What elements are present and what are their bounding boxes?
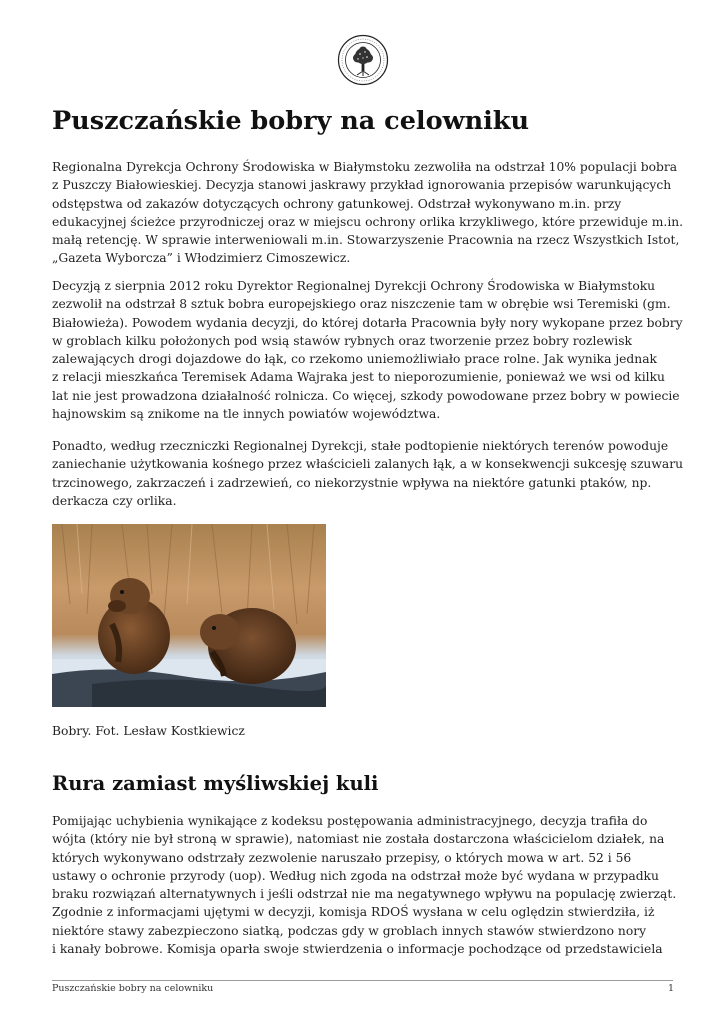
text-line: lat nie jest prowadzona działalność rolnicza. Co więcej, szkody powodowane przez bobry w powiecie <box>52 388 680 403</box>
text-line: z Puszczy Białowieskiej. Decyzja stanowi jaskrawy przykład ignorowania przepisów warunkujących <box>52 178 672 193</box>
text-line: zalewających drogi dojazdowe do łąk, co rzekomo uniemożliwiało prace rolne. Jak wynika jednak <box>52 352 657 367</box>
text-line: zaniechanie użytkowania kośnego przez właścicieli zalanych łąk, a w konsekwencji sukcesję szuwaru <box>52 457 684 472</box>
text-line: „Gazeta Wyborcza” i Włodzimierz Cimoszewicz. <box>52 251 351 266</box>
article-title: Puszczańskie bobry na celowniku <box>52 106 530 136</box>
text-line: Regionalna Dyrekcja Ochrony Środowiska w Białymstoku zezwoliła na odstrzał 10% populacji bobra <box>52 160 678 174</box>
text-line: trzcinowego, zakrzaczeń i zadrzewień, co niekorzystnie wpływa na niektóre gatunki ptaków, np. <box>52 475 652 490</box>
text-line: których wykonywano odstrzały zezwolenie naruszało przepisy, o których mowa w art. 52 i 56 <box>52 850 632 865</box>
section-title: Rura zamiast myśliwskiej kuli <box>52 772 379 795</box>
text-line: braku rozwiązań alternatywnych i jeśli odstrzał nie ma negatywnego wpływu na populację zwierząt. <box>52 887 677 902</box>
text-line: Pomijając uchybienia wynikające z kodeksu postępowania administracyjnego, decyzja trafiła do <box>52 814 648 828</box>
text-line: derkacza czy orlika. <box>52 493 177 508</box>
text-line: odstępstwa od zakazów dotyczących ochrony gatunkowej. Odstrzał wykonywano m.in. przy <box>52 196 622 211</box>
text-line: Ponadto, według rzeczniczki Regionalnej Dyrekcji, stałe podtopienie niektórych terenów powoduje <box>52 439 669 453</box>
paragraph-intro <box>52 158 684 268</box>
text-line: zezwolił na odstrzał 8 sztuk bobra europejskiego oraz niszczenie tam w obrębie wsi Teremiski (gm. <box>52 297 671 312</box>
text-line: hajnowskim są znikome na tle innych powiatów województwa. <box>52 407 441 422</box>
text-line: edukacyjnej ścieżce przyrodniczej oraz w miejscu ochrony orlika krzykliwego, które przewiduje m.in. <box>52 214 684 229</box>
text-line: Zgodnie z informacjami ujętymi w decyzji, komisja RDOŚ wysłana w celu oględzin stwierdziła, iż <box>52 905 655 920</box>
paragraph-spokeswoman <box>52 437 684 510</box>
footer-title: Puszczańskie bobry na celowniku <box>52 983 214 994</box>
text-line: niektóre stawy zabezpieczono siatką, podczas gdy w groblach innych stawów stwierdzono nory <box>52 923 647 938</box>
page-number: 1 <box>667 983 674 994</box>
text-line: ustawy o ochronie przyrody (uop). Według nich zgoda na odstrzał może być wydana w przypadku <box>52 868 659 883</box>
pracownia-logo <box>337 34 389 86</box>
text-line: Decyzją z sierpnia 2012 roku Dyrektor Regionalnej Dyrekcji Ochrony Środowiska w Białymstoku <box>52 279 656 293</box>
text-line: w groblach kilku położonych pod wsią stawów rybnych oraz tworzenie przez bobry rozlewisk <box>52 333 632 348</box>
text-line: z relacji mieszkańca Teremisek Adama Wajraka jest to nieporozumienie, ponieważ we wsi od kilku <box>52 370 665 385</box>
text-line: wójta (który nie był stroną w sprawie), natomiast nie została dostarczona właścicielom działek, na <box>52 832 665 847</box>
footer-divider <box>52 980 673 981</box>
text-line: Białowieża). Powodem wydania decyzji, do której dotarła Pracownia były nory wykopane przez bobry <box>52 315 683 330</box>
text-line: małą retencję. W sprawie interweniowali m.in. Stowarzyszenie Pracownia na rzecz Wszystkich Istot, <box>52 233 680 248</box>
paragraph-procedure <box>52 812 676 958</box>
photo-caption: Bobry. Fot. Lesław Kostkiewicz <box>52 724 245 738</box>
paragraph-decision <box>52 277 683 423</box>
beavers-photo <box>52 524 326 707</box>
text-line: i kanały bobrowe. Komisja oparła swoje stwierdzenia o informacje pochodzące od przedstawiciela <box>52 942 663 957</box>
